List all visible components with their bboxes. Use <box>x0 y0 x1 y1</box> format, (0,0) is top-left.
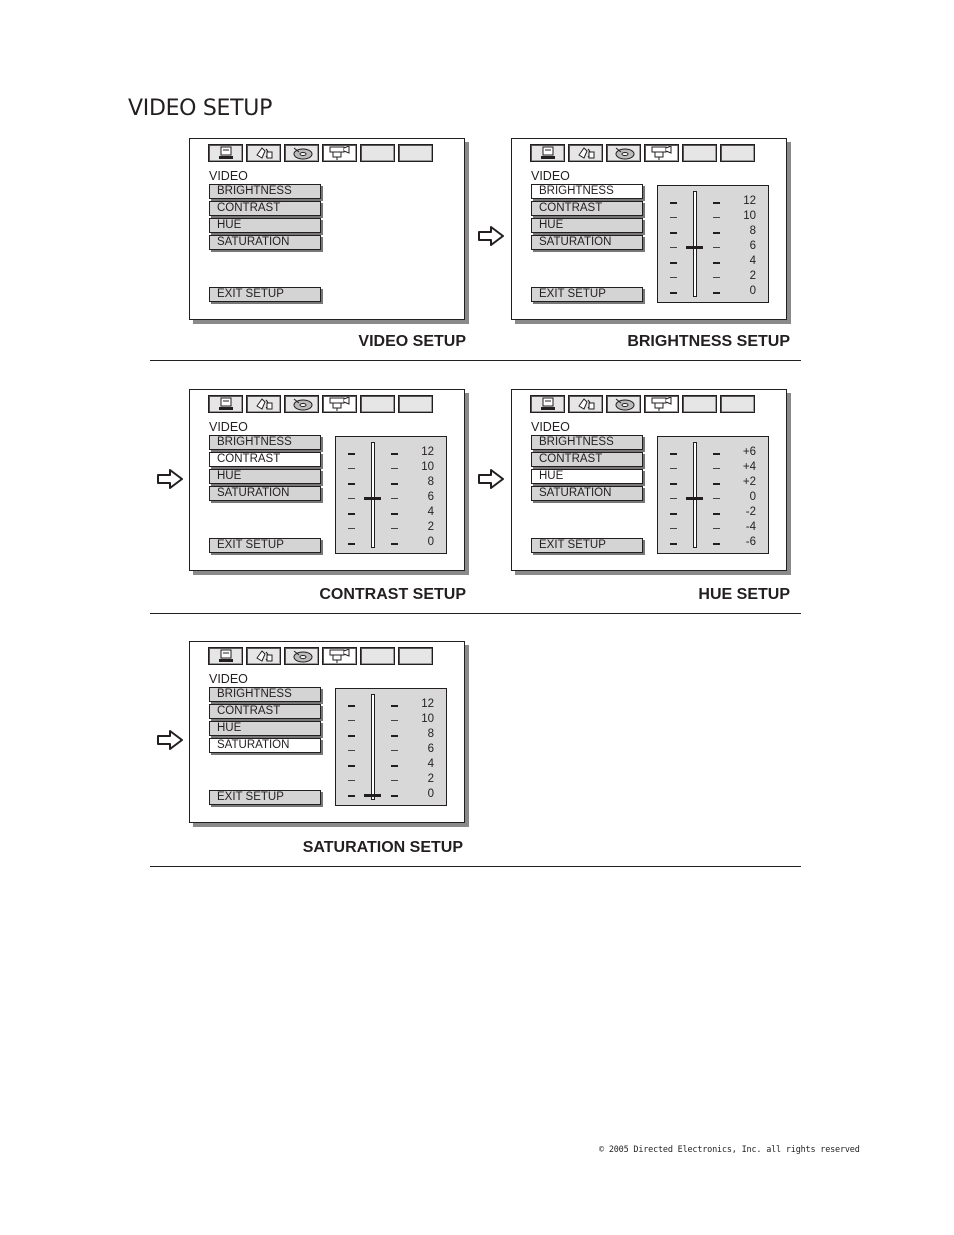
slider-tick <box>713 528 720 529</box>
setup-tab[interactable] <box>360 647 395 665</box>
slider-tick <box>391 705 398 707</box>
screen-caption: VIDEO SETUP <box>358 333 466 350</box>
slider-tick <box>670 468 677 469</box>
slider-tick <box>391 543 398 545</box>
setup-tab[interactable] <box>322 144 357 162</box>
slider-track[interactable] <box>371 694 375 800</box>
slider-scale-label: 12 <box>421 698 434 710</box>
slider-tick <box>670 217 677 218</box>
menu-item-brightness[interactable]: BRIGHTNESS <box>209 687 321 702</box>
slider-tick <box>391 513 398 515</box>
slider-tick <box>713 202 720 204</box>
level-slider[interactable] <box>657 185 769 303</box>
slider-scale-label: -2 <box>745 506 756 518</box>
setup-tab-bar <box>208 647 433 665</box>
slider-tick <box>348 528 355 529</box>
slider-scale-label: +2 <box>742 476 756 488</box>
disc-icon <box>291 397 313 411</box>
setup-tab[interactable] <box>284 395 319 413</box>
slider-scale-label: 12 <box>743 195 756 207</box>
menu-section-label: VIDEO <box>531 420 570 434</box>
slider-knob[interactable] <box>364 794 381 797</box>
setup-tab[interactable] <box>606 144 641 162</box>
slider-tick <box>670 483 677 485</box>
slider-tick <box>670 277 677 278</box>
slider-tick <box>348 513 355 515</box>
menu-item-hue[interactable]: HUE <box>209 721 321 736</box>
setup-tab[interactable] <box>284 144 319 162</box>
slider-tick <box>348 795 355 797</box>
slider-tick <box>713 483 720 485</box>
slider-tick <box>670 292 677 294</box>
menu-section-label: VIDEO <box>209 672 248 686</box>
disc-icon <box>291 649 313 663</box>
slider-tick <box>348 453 355 455</box>
menu-item-brightness[interactable]: BRIGHTNESS <box>531 184 643 199</box>
slider-tick <box>670 513 677 515</box>
setup-tab[interactable] <box>398 647 433 665</box>
disc-icon <box>613 146 635 160</box>
video-camera-icon <box>329 397 351 411</box>
slider-tick <box>391 795 398 797</box>
slider-tick <box>391 453 398 455</box>
menu-item-brightness[interactable]: BRIGHTNESS <box>209 184 321 199</box>
general-setup-icon <box>215 146 237 160</box>
setup-tab[interactable] <box>720 144 755 162</box>
slider-scale-label: -4 <box>745 521 756 533</box>
slider-tick <box>713 232 720 234</box>
menu-item-contrast[interactable]: CONTRAST <box>209 452 321 467</box>
slider-scale-label: 8 <box>427 476 434 488</box>
setup-tab[interactable] <box>606 395 641 413</box>
setup-tab[interactable] <box>682 395 717 413</box>
setup-screen <box>511 389 787 571</box>
setup-tab[interactable] <box>644 395 679 413</box>
slider-scale-label: 12 <box>421 446 434 458</box>
slider-tick <box>670 543 677 545</box>
slider-knob[interactable] <box>686 246 703 249</box>
slider-tick <box>348 498 355 499</box>
speaker-setup-icon <box>575 397 597 411</box>
setup-tab[interactable] <box>322 647 357 665</box>
screen-caption: SATURATION SETUP <box>302 839 463 856</box>
slider-tick <box>713 262 720 264</box>
speaker-setup-icon <box>253 649 275 663</box>
speaker-setup-icon <box>253 146 275 160</box>
setup-tab-bar <box>530 144 755 162</box>
general-setup-icon <box>537 397 559 411</box>
slider-scale-label: 10 <box>421 713 434 725</box>
setup-tab[interactable] <box>568 144 603 162</box>
screen-caption: BRIGHTNESS SETUP <box>627 333 790 350</box>
slider-tick <box>348 765 355 767</box>
menu-item-hue[interactable]: HUE <box>209 218 321 233</box>
menu-item-hue[interactable]: HUE <box>531 218 643 233</box>
arrow-right-icon <box>157 730 183 750</box>
level-slider[interactable] <box>657 436 769 554</box>
section-divider <box>150 613 801 614</box>
slider-tick <box>391 735 398 737</box>
screen-caption: HUE SETUP <box>698 586 790 603</box>
menu-item-contrast[interactable]: CONTRAST <box>531 452 643 467</box>
slider-tick <box>348 780 355 781</box>
menu-item-hue[interactable]: HUE <box>209 469 321 484</box>
slider-scale-label: 0 <box>749 285 756 297</box>
video-camera-icon <box>329 146 351 160</box>
speaker-setup-icon <box>253 397 275 411</box>
slider-scale-label: 0 <box>427 788 434 800</box>
disc-icon <box>613 397 635 411</box>
setup-tab[interactable] <box>208 647 243 665</box>
disc-icon <box>291 146 313 160</box>
setup-tab[interactable] <box>644 144 679 162</box>
menu-item-saturation[interactable]: SATURATION <box>209 235 321 250</box>
slider-tick <box>348 543 355 545</box>
general-setup-icon <box>215 397 237 411</box>
slider-tick <box>713 498 720 499</box>
setup-tab[interactable] <box>208 144 243 162</box>
slider-scale-label: 8 <box>427 728 434 740</box>
menu-item-saturation[interactable]: SATURATION <box>531 486 643 501</box>
slider-scale-label: 6 <box>427 491 434 503</box>
general-setup-icon <box>537 146 559 160</box>
section-divider <box>150 360 801 361</box>
slider-tick <box>391 483 398 485</box>
slider-track[interactable] <box>371 442 375 548</box>
setup-tab[interactable] <box>530 395 565 413</box>
screen-caption: CONTRAST SETUP <box>319 586 466 603</box>
section-divider <box>150 866 801 867</box>
speaker-setup-icon <box>575 146 597 160</box>
menu-item-hue[interactable]: HUE <box>531 469 643 484</box>
exit-setup-button[interactable]: EXIT SETUP <box>209 790 321 805</box>
slider-scale-label: +4 <box>742 461 756 473</box>
slider-scale-label: 6 <box>749 240 756 252</box>
arrow-right-icon <box>157 469 183 489</box>
slider-scale-label: 0 <box>427 536 434 548</box>
slider-scale-label: 2 <box>749 270 756 282</box>
slider-tick <box>670 232 677 234</box>
setup-tab[interactable] <box>360 144 395 162</box>
slider-tick <box>670 498 677 499</box>
menu-item-saturation[interactable]: SATURATION <box>209 738 321 753</box>
slider-scale-label: 10 <box>743 210 756 222</box>
setup-tab[interactable] <box>360 395 395 413</box>
slider-tick <box>348 468 355 469</box>
menu-item-saturation[interactable]: SATURATION <box>209 486 321 501</box>
slider-tick <box>391 765 398 767</box>
setup-screen <box>189 641 465 823</box>
slider-tick <box>348 720 355 721</box>
setup-tab[interactable] <box>246 395 281 413</box>
slider-tick <box>391 498 398 499</box>
slider-tick <box>670 453 677 455</box>
menu-item-saturation[interactable]: SATURATION <box>531 235 643 250</box>
slider-scale-label: 0 <box>749 491 756 503</box>
setup-tab[interactable] <box>246 647 281 665</box>
menu-section-label: VIDEO <box>209 169 248 183</box>
menu-item-brightness[interactable]: BRIGHTNESS <box>209 435 321 450</box>
menu-section-label: VIDEO <box>531 169 570 183</box>
menu-item-contrast[interactable]: CONTRAST <box>531 201 643 216</box>
slider-tick <box>348 483 355 485</box>
slider-track[interactable] <box>693 191 697 297</box>
slider-tick <box>391 720 398 721</box>
general-setup-icon <box>215 649 237 663</box>
setup-tab[interactable] <box>568 395 603 413</box>
exit-setup-button[interactable]: EXIT SETUP <box>531 287 643 302</box>
setup-tab[interactable] <box>246 144 281 162</box>
slider-scale-label: 4 <box>427 758 434 770</box>
menu-item-contrast[interactable]: CONTRAST <box>209 704 321 719</box>
setup-tab[interactable] <box>284 647 319 665</box>
setup-tab[interactable] <box>398 395 433 413</box>
menu-item-brightness[interactable]: BRIGHTNESS <box>531 435 643 450</box>
slider-tick <box>713 543 720 545</box>
setup-tab[interactable] <box>530 144 565 162</box>
video-camera-icon <box>651 146 673 160</box>
slider-scale-label: 2 <box>427 773 434 785</box>
slider-tick <box>391 750 398 751</box>
slider-tick <box>670 528 677 529</box>
slider-knob[interactable] <box>686 497 703 500</box>
slider-tick <box>713 513 720 515</box>
video-camera-icon <box>329 649 351 663</box>
menu-item-contrast[interactable]: CONTRAST <box>209 201 321 216</box>
menu-section-label: VIDEO <box>209 420 248 434</box>
slider-knob[interactable] <box>364 497 381 500</box>
setup-screen <box>189 389 465 571</box>
slider-tick <box>670 247 677 248</box>
slider-tick <box>391 780 398 781</box>
slider-tick <box>391 468 398 469</box>
slider-tick <box>713 292 720 294</box>
setup-tab[interactable] <box>682 144 717 162</box>
slider-tick <box>348 705 355 707</box>
slider-tick <box>348 750 355 751</box>
exit-setup-button[interactable]: EXIT SETUP <box>531 538 643 553</box>
setup-tab[interactable] <box>398 144 433 162</box>
exit-setup-button[interactable]: EXIT SETUP <box>209 287 321 302</box>
setup-tab[interactable] <box>208 395 243 413</box>
slider-scale-label: -6 <box>745 536 756 548</box>
slider-scale-label: 4 <box>749 255 756 267</box>
setup-screen <box>511 138 787 320</box>
setup-tab-bar <box>208 144 433 162</box>
slider-tick <box>348 735 355 737</box>
arrow-right-icon <box>478 226 504 246</box>
slider-scale-label: +6 <box>742 446 756 458</box>
level-slider[interactable] <box>335 436 447 554</box>
level-slider[interactable] <box>335 688 447 806</box>
slider-tick <box>670 262 677 264</box>
setup-tab[interactable] <box>720 395 755 413</box>
copyright-footer: © 2005 Directed Electronics, Inc. all rights reserved <box>599 1145 860 1155</box>
exit-setup-button[interactable]: EXIT SETUP <box>209 538 321 553</box>
page-title: VIDEO SETUP <box>128 96 273 121</box>
slider-tick <box>713 277 720 278</box>
slider-scale-label: 2 <box>427 521 434 533</box>
arrow-right-icon <box>478 469 504 489</box>
slider-tick <box>713 217 720 218</box>
setup-tab-bar <box>208 395 433 413</box>
setup-tab-bar <box>530 395 755 413</box>
slider-scale-label: 8 <box>749 225 756 237</box>
slider-tick <box>391 528 398 529</box>
setup-screen <box>189 138 465 320</box>
slider-tick <box>713 453 720 455</box>
slider-scale-label: 10 <box>421 461 434 473</box>
slider-scale-label: 4 <box>427 506 434 518</box>
video-camera-icon <box>651 397 673 411</box>
slider-track[interactable] <box>693 442 697 548</box>
setup-tab[interactable] <box>322 395 357 413</box>
slider-tick <box>713 468 720 469</box>
slider-tick <box>713 247 720 248</box>
slider-tick <box>670 202 677 204</box>
slider-scale-label: 6 <box>427 743 434 755</box>
